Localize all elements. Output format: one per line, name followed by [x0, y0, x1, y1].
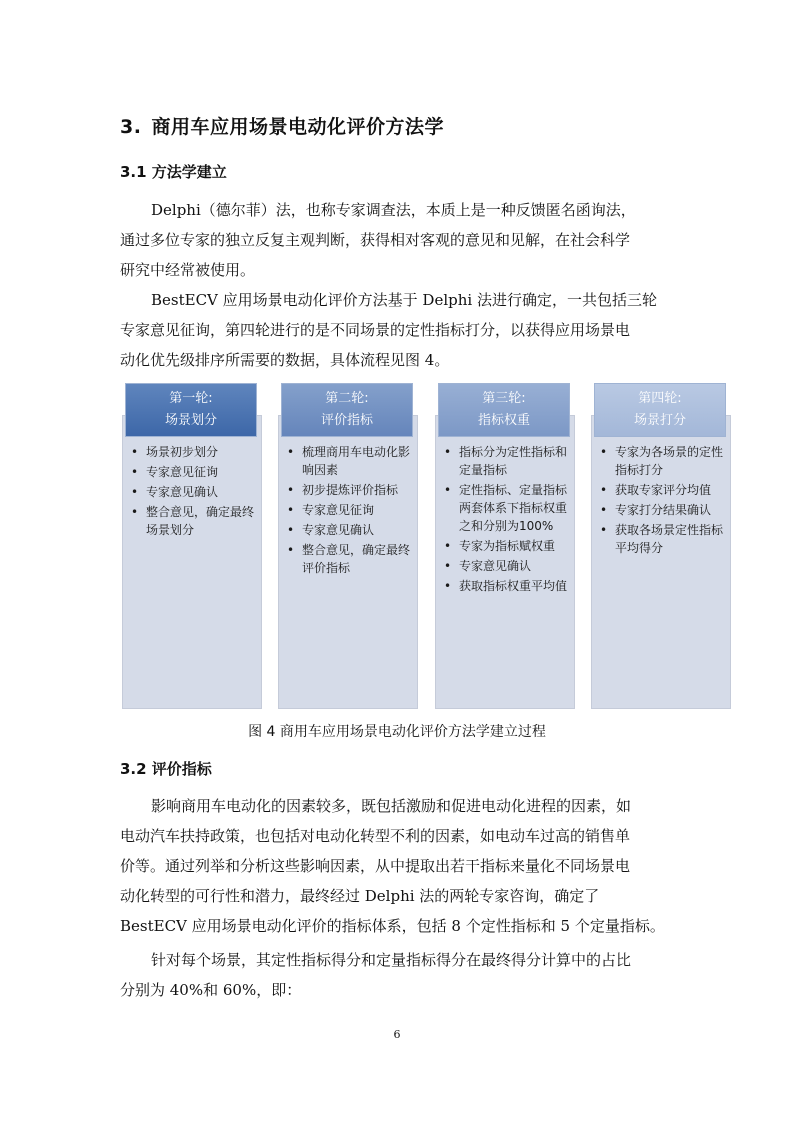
chapter-number: 3. [120, 116, 142, 138]
step-list [278, 443, 418, 579]
list-item: • 初步提炼评价指标 [278, 481, 418, 499]
paragraph-influencing-factors [120, 791, 676, 941]
process-flow-diagram [122, 383, 732, 709]
flow-column-round-4 [591, 383, 731, 709]
text-line: 动化优先级排序所需要的数据，具体流程见图 4。 [120, 351, 450, 369]
text-line: BestECV 应用场景电动化评价方法基于 Delphi 法进行确定，一共包括三轮 [151, 291, 657, 309]
list-item: • 获取各场景定性指标平均得分 [591, 521, 731, 557]
list-item: • 专家意见确认 [122, 483, 262, 501]
list-item: • 获取专家评分均值 [591, 481, 731, 499]
round-name: 场景打分 [633, 413, 686, 428]
text-line: 影响商用车电动化的因素较多，既包括激励和促进电动化进程的因素，如 [151, 797, 632, 815]
text-line: 分别为 40%和 60%，即： [120, 981, 302, 999]
section-heading-3-2: 3.2 评价指标 [120, 760, 212, 778]
list-item: • 梳理商用车电动化影响因素 [278, 443, 418, 479]
text-line: Delphi（德尔菲）法，也称专家调查法，本质上是一种反馈匿名函询法， [151, 201, 636, 219]
text-line: 研究中经常被使用。 [120, 261, 256, 279]
paragraph-score-weights [120, 945, 676, 1005]
figure-caption: 图 4 商用车应用场景电动化评价方法学建立过程 [248, 724, 546, 740]
step-list [122, 443, 262, 541]
list-item: • 专家意见征询 [122, 463, 262, 481]
round-label: 第二轮: [325, 391, 369, 406]
list-item: • 获取指标权重平均值 [435, 577, 575, 595]
text-line: BestECV 应用场景电动化评价的指标体系，包括 8 个定性指标和 5 个定量指标。 [120, 917, 665, 935]
column-header [594, 383, 726, 437]
text-line: 价等。通过列举和分析这些影响因素，从中提取出若干指标来量化不同场景电 [120, 857, 631, 875]
round-label: 第三轮: [482, 391, 526, 406]
round-name: 评价指标 [320, 413, 373, 428]
list-item: • 整合意见，确定最终场景划分 [122, 503, 262, 539]
list-item: • 整合意见，确定最终评价指标 [278, 541, 418, 577]
list-item: • 专家为指标赋权重 [435, 537, 575, 555]
list-item: • 专家为各场景的定性指标打分 [591, 443, 731, 479]
round-name: 指标权重 [477, 413, 530, 428]
flow-column-round-1 [122, 383, 262, 709]
column-header [125, 383, 257, 437]
list-item: • 定性指标、定量指标两套体系下指标权重之和分别为100% [435, 481, 575, 535]
text-line: 电动汽车扶持政策，也包括对电动化转型不利的因素，如电动车过高的销售单 [120, 827, 631, 845]
text-line: 通过多位专家的独立反复主观判断，获得相对客观的意见和见解，在社会科学 [120, 231, 631, 249]
list-item: • 指标分为定性指标和定量指标 [435, 443, 575, 479]
list-item: • 专家意见确认 [435, 557, 575, 575]
step-list [435, 443, 575, 597]
text-line: 专家意见征询，第四轮进行的是不同场景的定性指标打分，以获得应用场景电 [120, 321, 631, 339]
chapter-title: 商用车应用场景电动化评价方法学 [151, 116, 444, 138]
round-name: 场景划分 [164, 413, 217, 428]
chapter-heading [120, 112, 444, 139]
list-item: • 专家打分结果确认 [591, 501, 731, 519]
round-label: 第四轮: [638, 391, 682, 406]
section-heading-3-1: 3.1 方法学建立 [120, 163, 227, 181]
list-item: • 专家意见确认 [278, 521, 418, 539]
column-header [438, 383, 570, 437]
flow-column-round-3 [435, 383, 575, 709]
flow-column-round-2 [278, 383, 418, 709]
column-header [281, 383, 413, 437]
list-item: • 场景初步划分 [122, 443, 262, 461]
text-line: 针对每个场景，其定性指标得分和定量指标得分在最终得分计算中的占比 [151, 951, 632, 969]
paragraph-bestecv-method [120, 285, 676, 375]
round-label: 第一轮: [169, 391, 213, 406]
step-list [591, 443, 731, 559]
page-number: 6 [393, 1028, 401, 1041]
list-item: • 专家意见征询 [278, 501, 418, 519]
paragraph-delphi-intro [120, 195, 676, 285]
text-line: 动化转型的可行性和潜力，最终经过 Delphi 法的两轮专家咨询，确定了 [120, 887, 600, 905]
